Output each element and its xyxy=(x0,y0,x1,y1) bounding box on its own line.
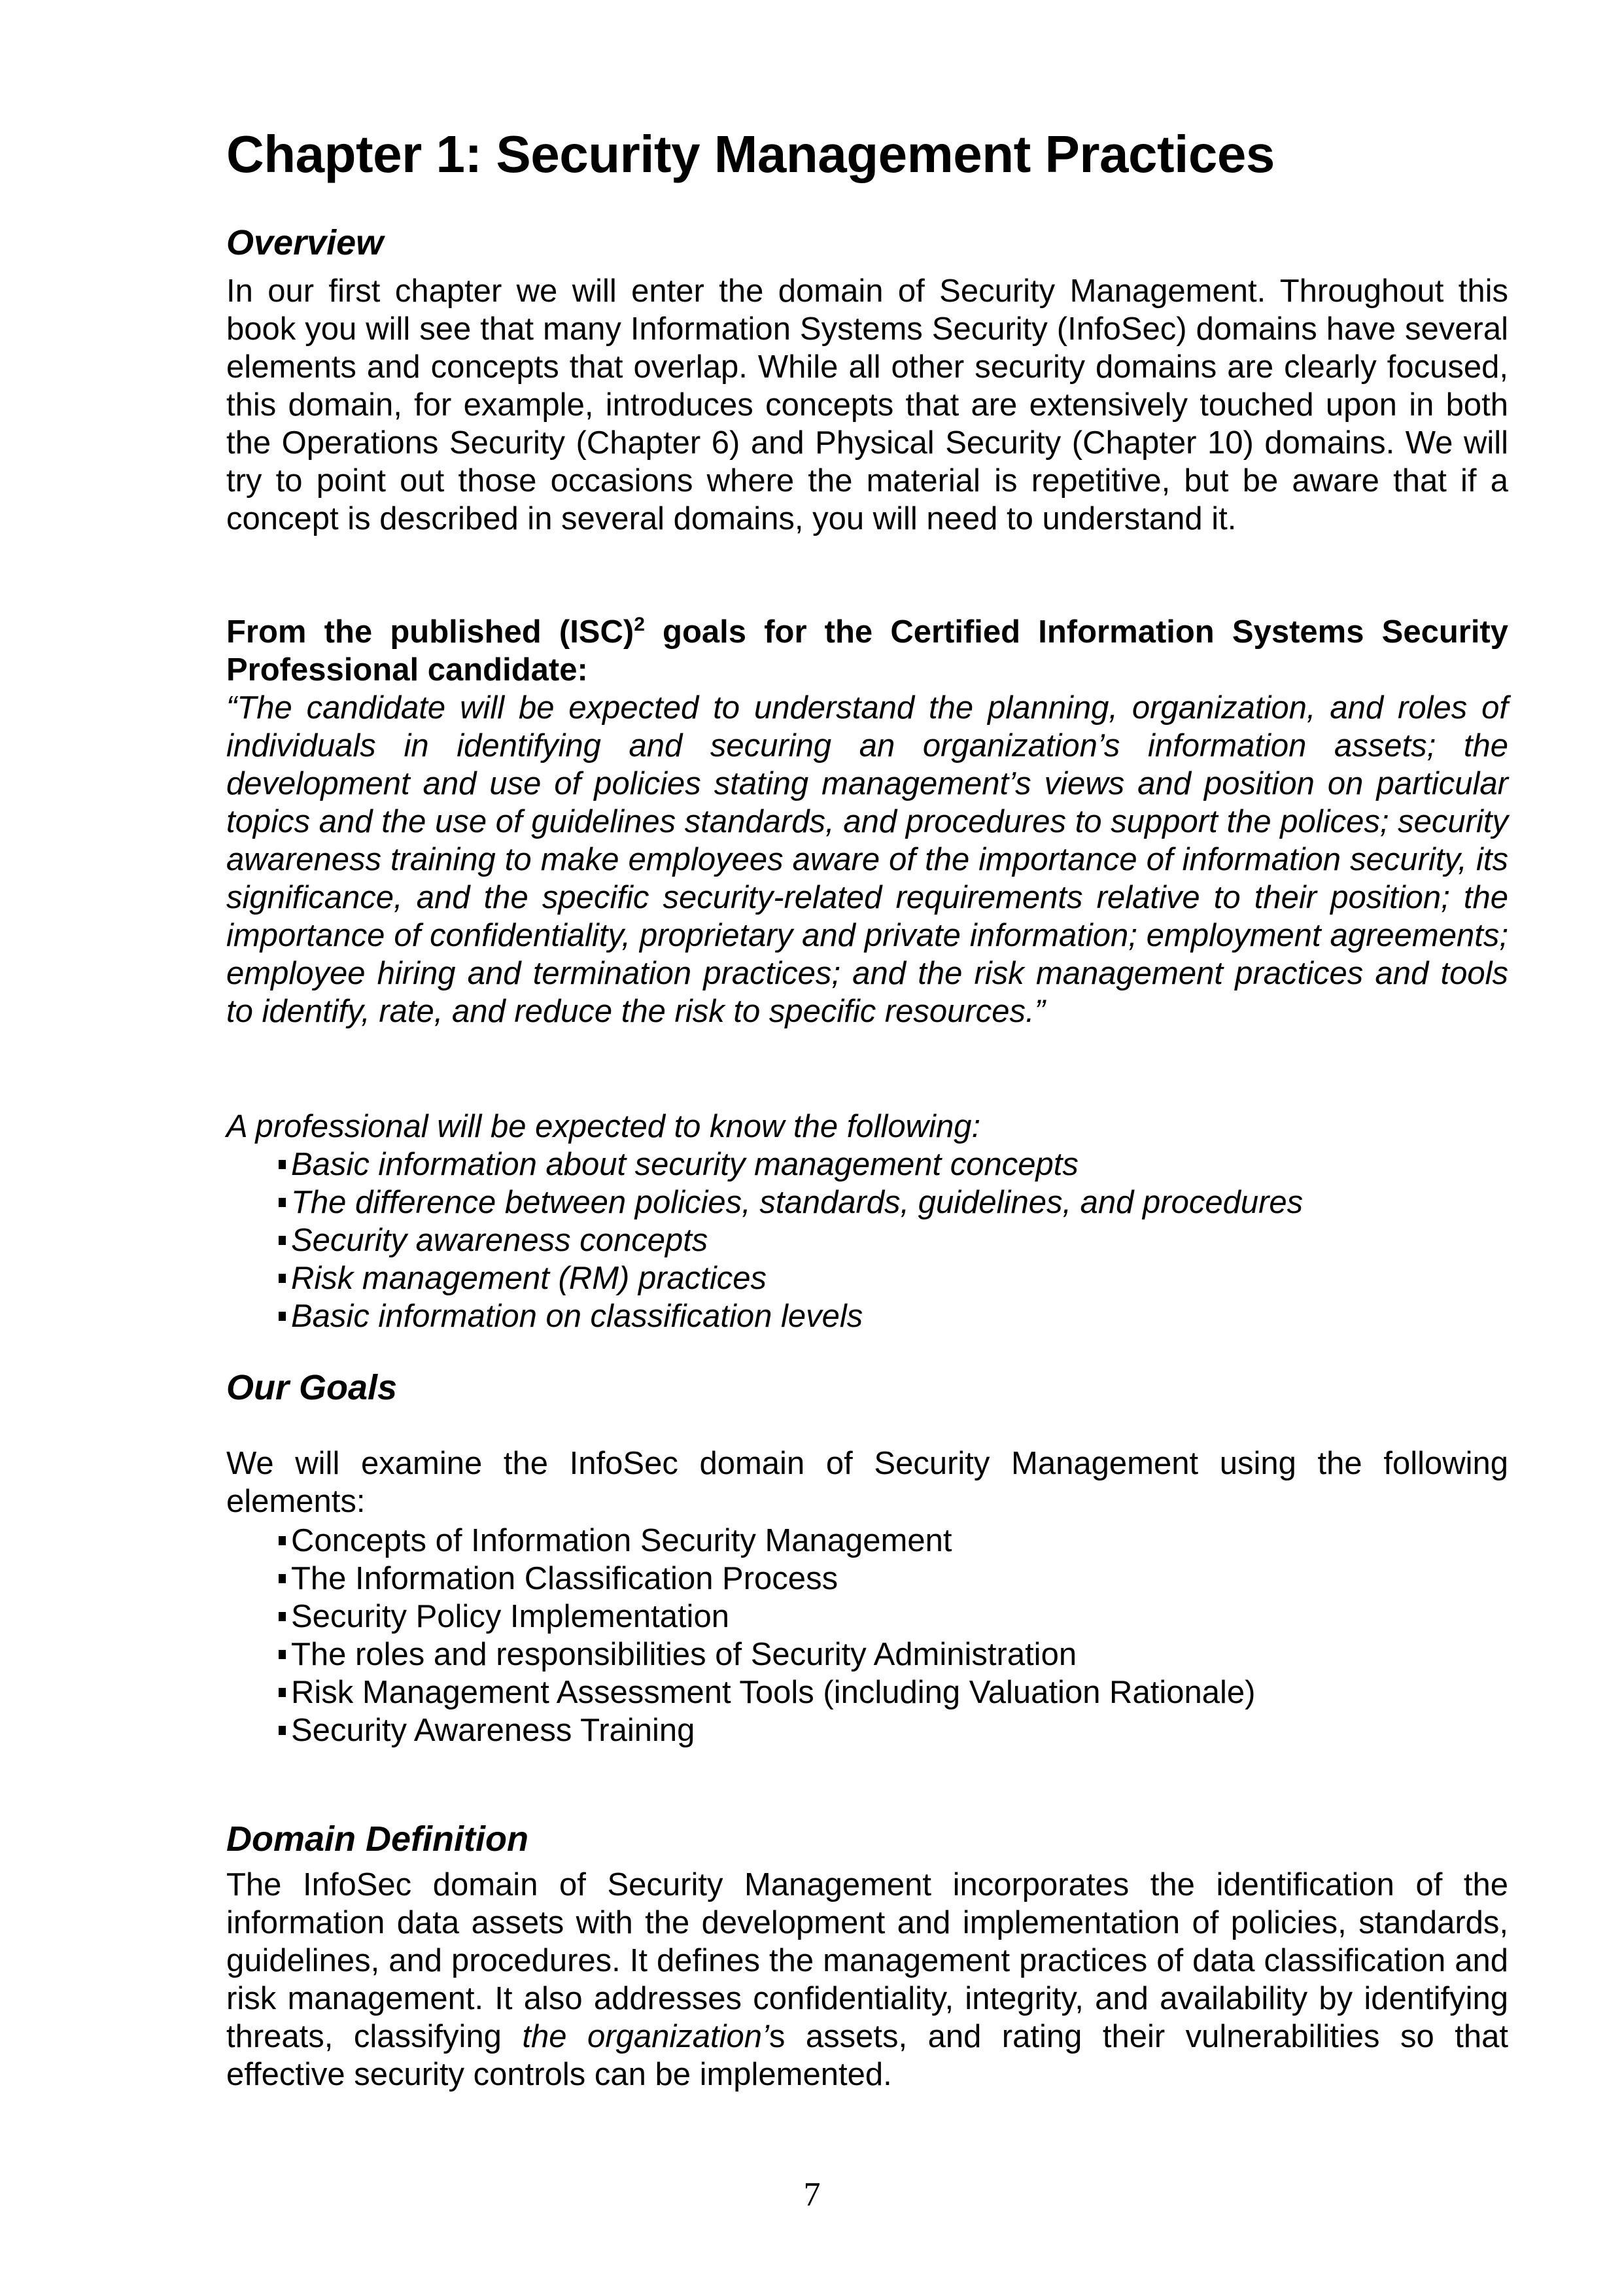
square-bullet-icon xyxy=(279,1574,286,1583)
list-item-text: Basic information on classification levels xyxy=(291,1299,863,1334)
list-item xyxy=(279,1673,1255,1711)
list-item-text: The Information Classification Process xyxy=(291,1561,838,1596)
overview-paragraph: In our first chapter we will enter the domain of Security Management. Throughout this book you will see that many Information Systems Security (InfoSec) domains have several elements and concepts that overlap. While all other security domains are clearly focused, this domain, for example, introduces concepts that are extensively touched upon in both the Operations Security (Chapter 6) and Physical Security (Chapter 10) domains. We will try to point out those occasions where the material is repetitive, but be aware that if a concept is described in several domains, you will need to understand it. xyxy=(226,273,1508,536)
list-item xyxy=(279,1297,1303,1335)
square-bullet-icon xyxy=(279,1198,286,1207)
our-goals-intro: We will examine the InfoSec domain of Security Management using the following elements: xyxy=(226,1446,1508,1519)
list-item xyxy=(279,1183,1303,1221)
square-bullet-icon xyxy=(279,1688,286,1697)
list-item-text: Security Awareness Training xyxy=(291,1713,695,1748)
list-item xyxy=(279,1259,1303,1297)
professional-intro: A professional will be expected to know the following: xyxy=(226,1109,981,1144)
list-item-text: Risk Management Assessment Tools (including Valuation Rationale) xyxy=(291,1675,1256,1710)
list-item-text: Basic information about security management concepts xyxy=(291,1147,1079,1182)
our-goals-list xyxy=(279,1522,1255,1749)
square-bullet-icon xyxy=(279,1236,286,1245)
isc-goals-quote: “The candidate will be expected to understand the planning, organization, and roles of individuals in identifying and securing an organization’s information assets; the development and use of policies stating management’s views and position on particular topics and the use of guidelines standards, and procedures to support the polices; security awareness training to make employees aware of the importance of information security, its significance, and the specific security-related requirements relative to their position; the importance of confidentiality, proprietary and private information; employment agreements; employee hiring and termination practices; and the risk management practices and tools to identify, rate, and reduce the risk to specific resources.” xyxy=(226,690,1508,1029)
isc-intro-part2: goals for the Certified Information Systems Security Professional candidate: xyxy=(226,614,1509,688)
list-item xyxy=(279,1221,1303,1259)
domain-definition-text-2: s assets, and rating their vulnerabilities so that effective security controls can be implemented. xyxy=(226,2019,1508,2092)
list-item-text: The roles and responsibilities of Security Administration xyxy=(291,1637,1077,1672)
list-item-text: Risk management (RM) practices xyxy=(291,1261,767,1296)
square-bullet-icon xyxy=(279,1612,286,1621)
isc-intro-part1: From the published (ISC) xyxy=(226,614,634,650)
list-item-text: The difference between policies, standards, guidelines, and procedures xyxy=(291,1185,1304,1220)
list-item xyxy=(279,1560,1255,1598)
professional-list xyxy=(279,1146,1303,1335)
domain-definition-heading: Domain Definition xyxy=(226,1819,528,1859)
square-bullet-icon xyxy=(279,1726,286,1735)
page-number: 7 xyxy=(803,2176,821,2213)
square-bullet-icon xyxy=(279,1274,286,1283)
chapter-title: Chapter 1: Security Management Practices xyxy=(226,125,1275,183)
list-item-text: Concepts of Information Security Management xyxy=(291,1523,952,1558)
list-item-text: Security Policy Implementation xyxy=(291,1599,729,1634)
list-item xyxy=(279,1146,1303,1183)
square-bullet-icon xyxy=(279,1536,286,1545)
our-goals-heading: Our Goals xyxy=(226,1368,398,1407)
square-bullet-icon xyxy=(279,1160,286,1169)
list-item xyxy=(279,1711,1255,1749)
domain-definition-text-1: The InfoSec domain of Security Management incorporates the identification of the information data assets with the development and implementation of policies, standards, guidelines, and procedures. It defines the management practices of data classification and risk management. It also addresses confidentiality, integrity, and availability by identifying threats, classifying xyxy=(226,1867,1508,2054)
list-item xyxy=(279,1522,1255,1560)
list-item-text: Security awareness concepts xyxy=(291,1223,708,1258)
list-item xyxy=(279,1636,1255,1673)
square-bullet-icon xyxy=(279,1312,286,1321)
list-item xyxy=(279,1598,1255,1636)
isc-goals-intro xyxy=(226,613,1508,689)
isc-superscript: 2 xyxy=(634,614,645,635)
square-bullet-icon xyxy=(279,1650,286,1659)
overview-heading: Overview xyxy=(226,223,384,262)
domain-definition-paragraph xyxy=(226,1866,1508,2094)
domain-definition-italic: the organization’ xyxy=(522,2019,769,2054)
